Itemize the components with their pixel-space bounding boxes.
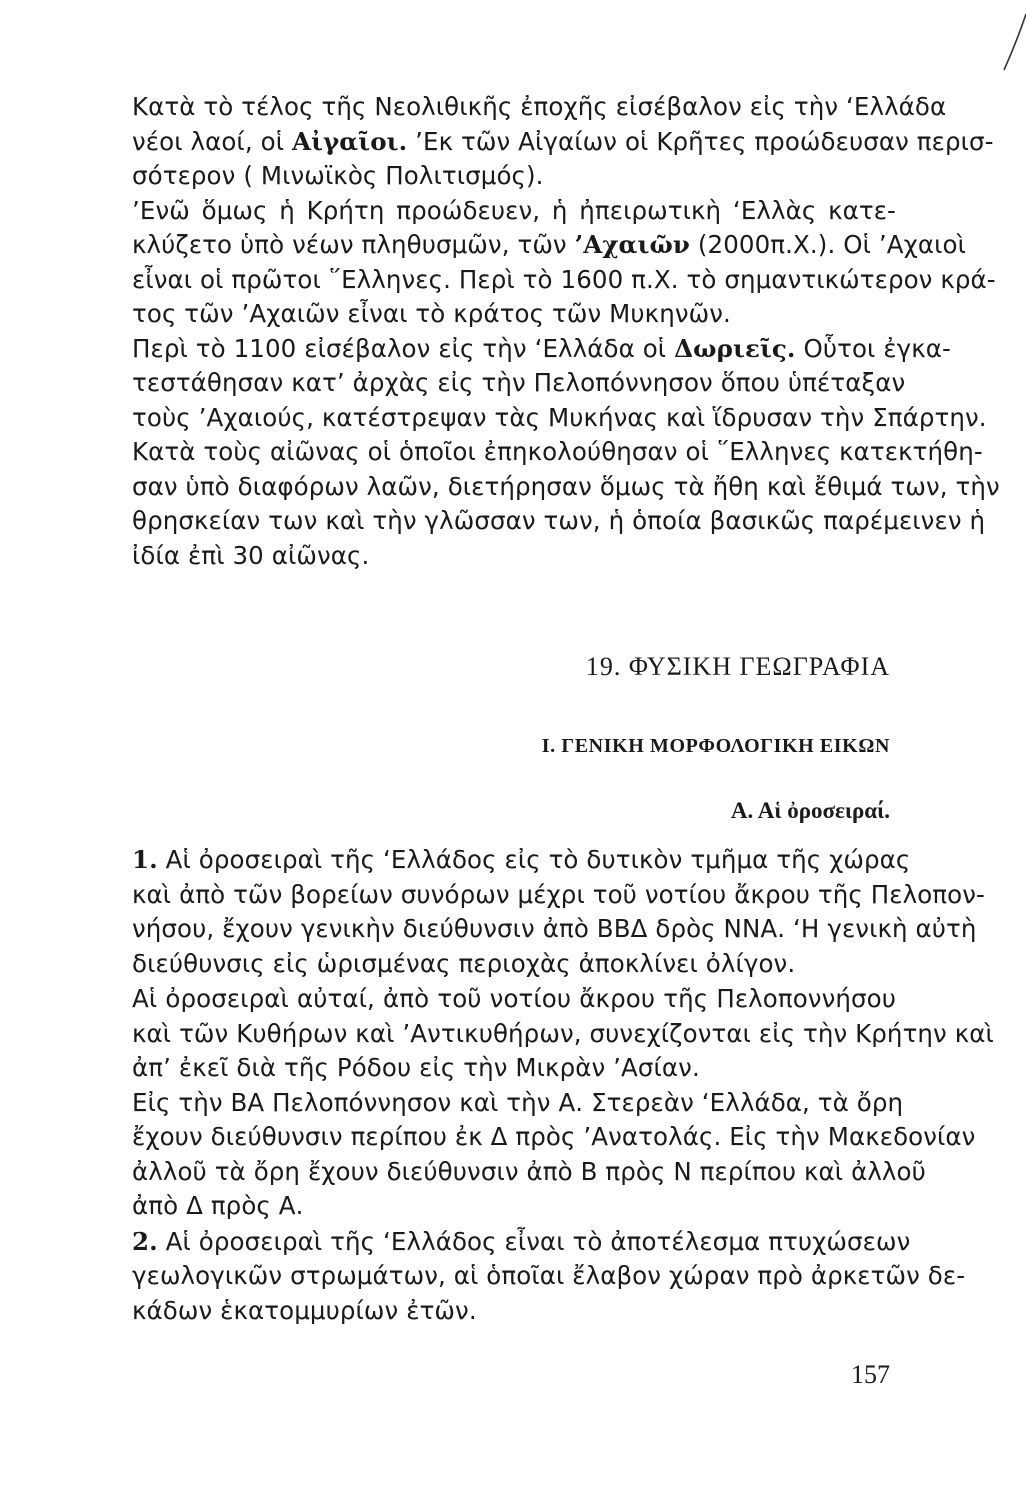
text-line: 1. Αἱ ὀροσειραὶ τῆς ‘Ελλάδος εἰς τὸ δυτικὸν τμῆμα τῆς χώρας bbox=[132, 845, 911, 874]
text-line: θρησκείαν των καὶ τὴν γλῶσσαν των, ἡ ὁποία βασικῶς παρέμεινεν ἡ bbox=[132, 506, 986, 535]
subsection-title: Α. Αἱ ὀροσειραί. bbox=[730, 798, 890, 823]
text-line: Κατὰ τὸ τέλος τῆς Νεολιθικῆς ἐποχῆς εἰσέβαλον εἰς τὴν ‘Ελλάδα bbox=[132, 92, 947, 121]
text-line: Εἰς τὴν ΒΑ Πελοπόννησον καὶ τὴν Α. Στερεὰν ‘Ελλάδα, τὰ ὄρη bbox=[132, 1087, 904, 1117]
bold-term-achaioi: ’Αχαιῶν bbox=[574, 230, 690, 259]
section-title: Ι. ΓΕΝΙΚΗ ΜΟΡΦΟΛΟΓΙΚΗ ΕΙΚΩΝ bbox=[541, 735, 890, 757]
text-line: 2. Αἱ ὀροσειραὶ τῆς ‘Ελλάδος εἶναι τὸ ἀποτέλεσμα πτυχώσεων bbox=[132, 1226, 911, 1256]
text-line: καὶ τῶν Κυθήρων καὶ ’Αντικυθήρων, συνεχίζονται εἰς τὴν Κρήτην καὶ bbox=[132, 1018, 994, 1048]
text-line: διεύθυνσις εἰς ὡρισμένας περιοχὰς ἀποκλίνει ὀλίγον. bbox=[132, 948, 796, 978]
text-line: τεστάθησαν κατ’ ἀρχὰς εἰς τὴν Πελοπόννησον ὅπου ὑπέταξαν bbox=[132, 368, 906, 397]
text-line: σαν ὑπὸ διαφόρων λαῶν, διετήρησαν ὅμως τὰ ἤθη καὶ ἔθιμά των, τὴν bbox=[132, 471, 1000, 501]
bold-term-dorieis: Δωριεῖς. bbox=[674, 333, 796, 363]
text-line: Κατὰ τοὺς αἰῶνας οἱ ὁποῖοι ἐπηκολούθησαν οἱ ῞Ελληνες κατεκτήθη- bbox=[132, 437, 983, 466]
text-line: ἀπ’ ἐκεῖ διὰ τῆς Ρόδου εἰς τὴν Μικρὰν ’Ασίαν. bbox=[132, 1053, 700, 1082]
bold-term-aigaioi: Αἰγαῖοι. bbox=[291, 126, 408, 156]
text-line: ἔχουν διεύθυνσιν περίπου ἐκ Δ πρὸς ’Ανατολάς. Εἰς τὴν Μακεδονίαν bbox=[132, 1122, 976, 1151]
text-line: γεωλογικῶν στρωμάτων, αἱ ὁποῖαι ἔλαβον χώραν πρὸ ἀρκετῶν δε- bbox=[132, 1261, 966, 1290]
text-line: ἀλλοῦ τὰ ὄρη ἔχουν διεύθυνσιν ἀπὸ Β πρὸς Ν περίπου καὶ ἀλλοῦ bbox=[132, 1156, 926, 1186]
text-line: καὶ ἀπὸ τῶν βορείων συνόρων μέχρι τοῦ νοτίου ἄκρου τῆς Πελοπον- bbox=[132, 879, 985, 909]
text-line: ’Ενῶ ὅμως ἡ Κρήτη προώδευεν, ἡ ἠπειρωτικὴ ‘Ελλὰς κατε- bbox=[132, 195, 896, 225]
chapter-title: 19. ΦΥΣΙΚΗ ΓΕΩΓΡΑΦΙΑ bbox=[585, 652, 890, 681]
text-line: ἰδία ἐπὶ 30 αἰῶνας. bbox=[132, 540, 370, 570]
paragraph-number: 1. bbox=[132, 845, 158, 874]
mountain-ranges-text bbox=[132, 843, 994, 1328]
intro-text bbox=[132, 90, 1000, 573]
text-line: σότερον ( Μινωϊκὸς Πολιτισμός). bbox=[132, 161, 544, 190]
text-line: κλύζετο ὑπὸ νέων πληθυσμῶν, τῶν ’Αχαιῶν (2000π.Χ.). Οἱ ’Αχαιοὶ bbox=[132, 230, 967, 259]
page-number: 157 bbox=[851, 1360, 890, 1389]
text-line: τος τῶν ’Αχαιῶν εἶναι τὸ κράτος τῶν Μυκηνῶν. bbox=[132, 299, 731, 328]
text-line: ἀπὸ Δ πρὸς Α. bbox=[132, 1191, 304, 1220]
text-line: εἶναι οἱ πρῶτοι ῞Ελληνες. Περὶ τὸ 1600 π.Χ. τὸ σημαντικώτερον κρά- bbox=[132, 264, 996, 294]
text-line: Αἱ ὀροσειραὶ αὐταί, ἀπὸ τοῦ νοτίου ἄκρου τῆς Πελοποννήσου bbox=[132, 984, 896, 1013]
pen-mark-icon bbox=[990, 12, 1026, 72]
text-line: Περὶ τὸ 1100 εἰσέβαλον εἰς τὴν ‘Ελλάδα οἱ Δωριεῖς. Οὗτοι ἐγκα- bbox=[132, 333, 951, 363]
text-line: νήσου, ἔχουν γενικὴν διεύθυνσιν ἀπὸ ΒΒΔ δρὸς ΝΝΑ. ‘Η γενικὴ αὐτὴ bbox=[132, 914, 977, 943]
text-line: κάδων ἑκατομμυρίων ἐτῶν. bbox=[132, 1295, 477, 1325]
text-line: νέοι λαοί, οἱ Αἰγαῖοι. ’Εκ τῶν Αἰγαίων οἱ Κρῆτες προώδευσαν περισ- bbox=[132, 126, 994, 156]
text-line: τοὺς ’Αχαιούς, κατέστρεψαν τὰς Μυκήνας καὶ ἵδρυσαν τὴν Σπάρτην. bbox=[132, 402, 987, 432]
paragraph-number: 2. bbox=[132, 1226, 158, 1256]
